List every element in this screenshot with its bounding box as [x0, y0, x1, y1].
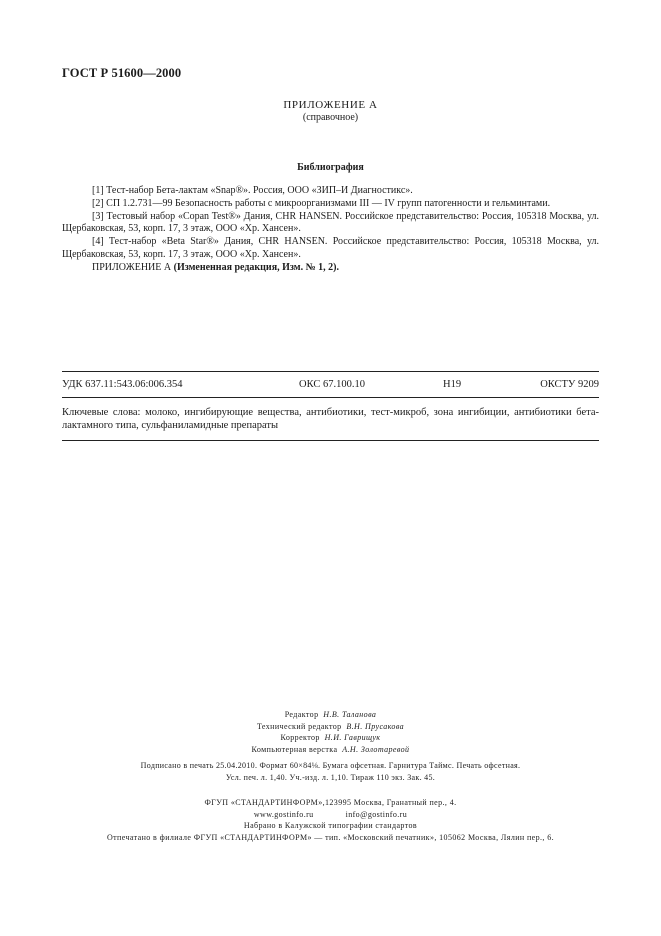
oks-code: ОКС 67.100.10: [299, 379, 365, 390]
amendment-note: [62, 262, 599, 275]
bibliography-list: [62, 185, 599, 275]
appendix-subtitle: (справочное): [302, 112, 359, 123]
amendment-text: (Измененная редакция, Изм. № 1, 2).: [173, 261, 339, 273]
editor-row: [0, 709, 661, 721]
print-info-line: Подписано в печать 25.04.2010. Формат 60×84⅛. Бумага офсетная. Гарнитура Таймс. Печать офсетная.: [140, 761, 521, 770]
publisher-email: info@gostinfo.ru: [345, 809, 408, 819]
editorial-staff: [0, 709, 661, 755]
top-divider: [62, 371, 599, 372]
udk-code: УДК 637.11:543.06:006.354: [62, 379, 183, 390]
editor-row: [0, 732, 661, 744]
editor-name: Н.В. Таланова: [323, 710, 377, 719]
bibliography-item: [4] Тест-набор «Beta Star®» Дания, CHR HANSEN. Российское представительство: Россия, 105318 Москва, ул. Щербаковская, 53, корп. 17, 3 этаж, ООО «Хр. Хансен».: [62, 236, 599, 260]
publisher-website: www.gostinfo.ru: [253, 809, 314, 819]
typesetting-info: Набрано в Калужской типографии стандартов: [243, 821, 418, 830]
amendment-prefix: ПРИЛОЖЕНИЕ А: [92, 261, 172, 273]
bibliography-item: [2] СП 1.2.731—99 Безопасность работы с микроорганизмами III — IV групп патогенности и гельминтами.: [92, 197, 551, 209]
editor-name: В.Н. Прусакова: [346, 721, 405, 731]
group-code: Н19: [443, 379, 462, 390]
bibliography-title: Библиография: [297, 162, 364, 173]
bottom-divider: [62, 440, 599, 441]
editor-role: Корректор: [280, 733, 320, 742]
standard-number: ГОСТ Р 51600—2000: [62, 66, 182, 80]
keywords: Ключевые слова: молоко, ингибирующие вещества, антибиотики, тест-микроб, зона ингибиции, антибиотики бета-лактамного типа, сульфаниламидные препараты: [62, 407, 599, 431]
editor-row: [0, 721, 661, 733]
bibliography-item: [3] Тестовый набор «Copan Test®» Дания, CHR HANSEN. Российское представительство: Россия, 105318 Москва, ул. Щербаковская, 53, корп. 17, 3 этаж, ООО «Хр. Хансен».: [62, 210, 599, 235]
printing-info: Отпечатано в филиале ФГУП «СТАНДАРТИНФОРМ» — тип. «Московский печатник», 105062 Москва, Лялин пер., 6.: [106, 832, 555, 842]
editor-name: А.Н. Золотаревой: [342, 744, 410, 754]
publisher-contacts: [0, 809, 661, 821]
okstu-code: ОКСТУ 9209: [540, 379, 599, 390]
bibliography-item: [1] Тест-набор Бета-лактам «Snap®». Россия, ООО «ЗИП–И Диагностикс».: [92, 185, 413, 196]
editor-role: Технический редактор: [256, 721, 342, 731]
print-info: [0, 760, 661, 783]
editor-row: [0, 744, 661, 756]
publisher-address: ФГУП «СТАНДАРТИНФОРМ»,123995 Москва, Гранатный пер., 4.: [204, 798, 457, 807]
editor-name: Н.И. Гаврищук: [324, 733, 381, 742]
editor-role: Редактор: [284, 710, 319, 719]
editor-role: Компьютерная верстка: [251, 744, 338, 754]
publisher-info: [0, 797, 661, 843]
print-info-line: Усл. печ. л. 1,40. Уч.-изд. л. 1,10. Тираж 110 экз. Зак. 45.: [225, 772, 436, 782]
appendix-title: ПРИЛОЖЕНИЕ А: [283, 99, 378, 111]
middle-divider: [62, 397, 599, 398]
